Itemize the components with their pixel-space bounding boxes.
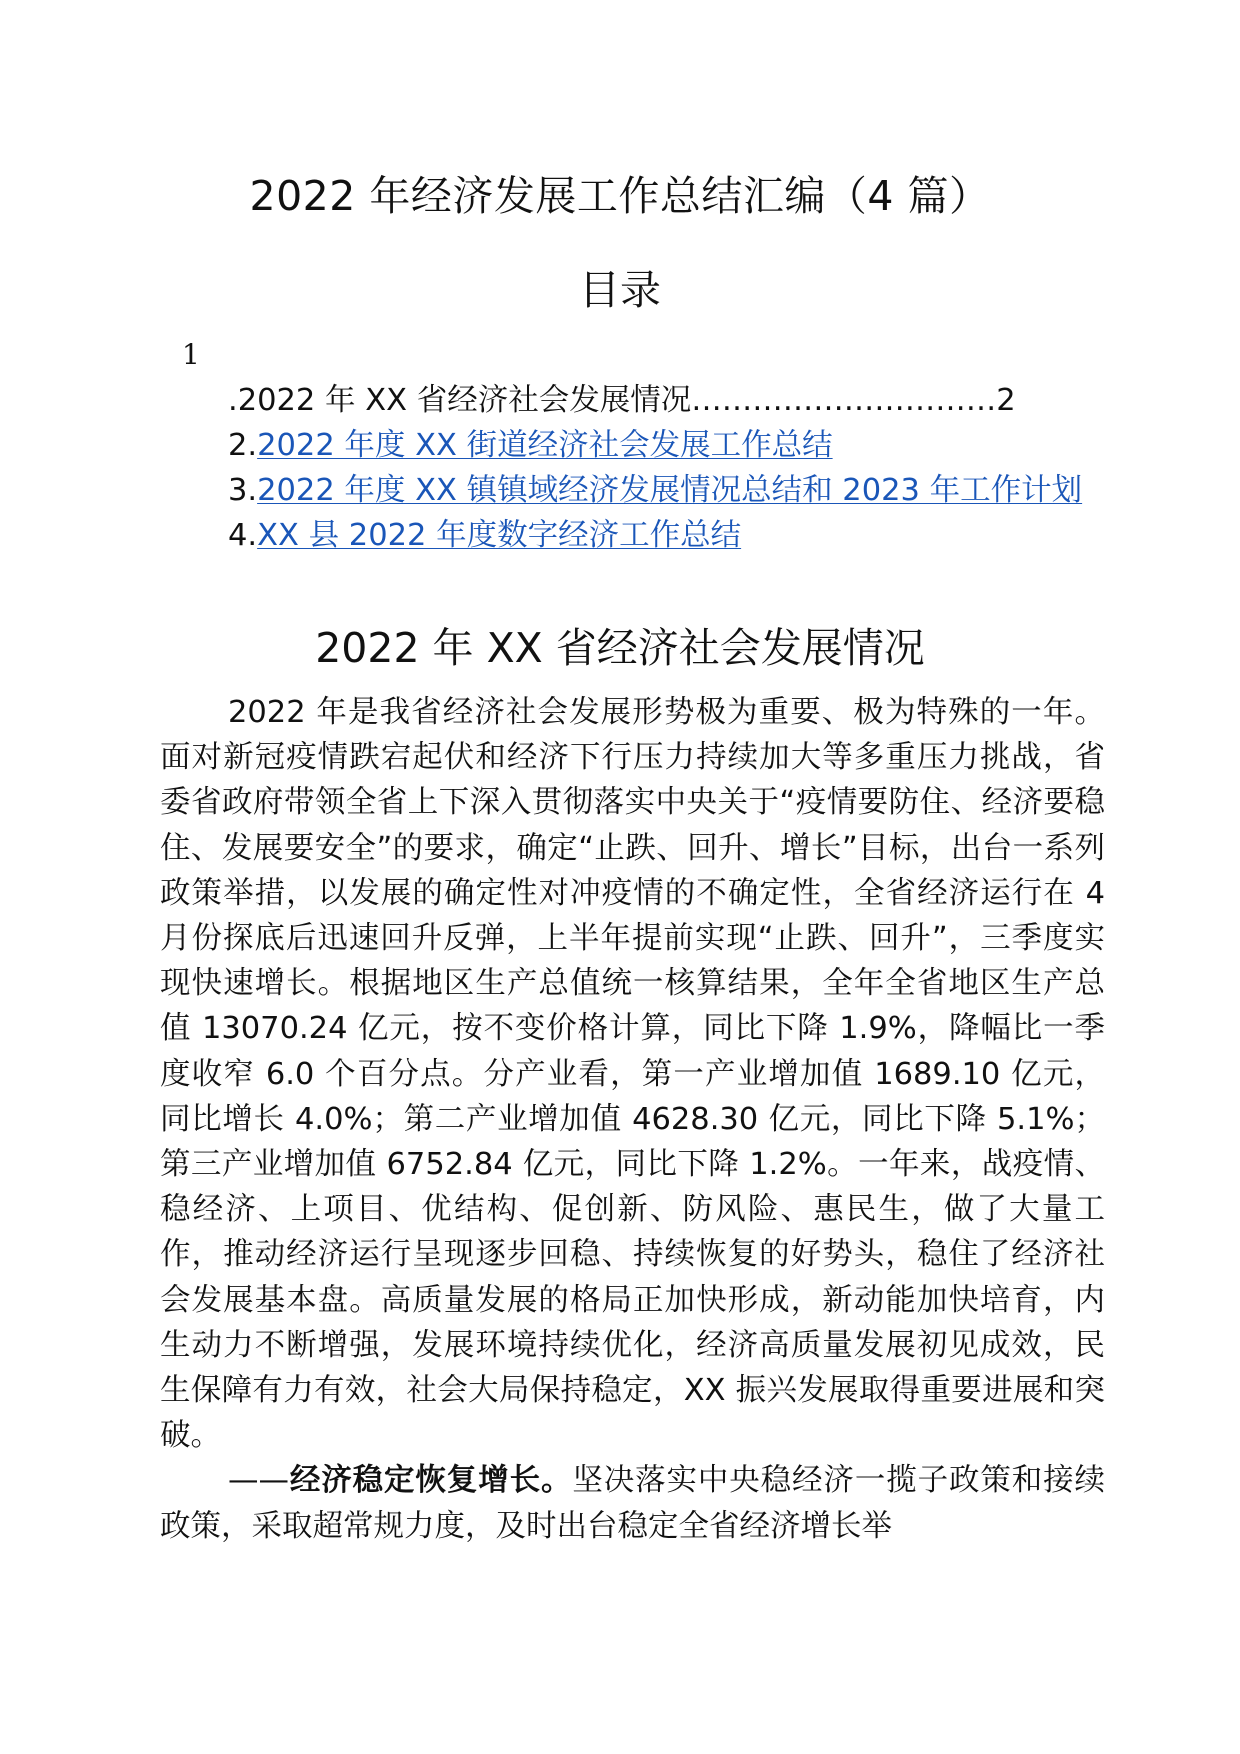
body-paragraph: 2022 年是我省经济社会发展形势极为重要、极为特殊的一年。面对新冠疫情跌宕起伏和经济下行压力持续加大等多重压力挑战，省委省政府带领全省上下深入贯彻落实中央关于“疫情要防住、经济要稳住、发展要安全”的要求，确定“止跌、回升、增长”目标，出台一系列政策举措，以发展的确定性对冲疫情的不确定性，全省经济运行在 4 月份探底后迅速回升反弹，上半年提前实现“止跌、回升”，三季度实现快速增长。根据地区生产总值统一核算结果，全年全省地区生产总值 13070.24 亿元，按不变价格计算，同比下降 1.9%，降幅比一季度收窄 6.0 个百分点。分产业看，第一产业增加值 1689.10 亿元，同比增长 4.0%；第二产业增加值 4628.30 亿元，同比下降 5.1%；第三产业增加值 6752.84 亿元，同比下降 1.2%。一年来，战疫情、稳经济、上项目、优结构、促创新、防风险、惠民生，做了大量工作，推动经济运行呈现逐步回稳、持续恢复的好势头，稳住了经济社会发展基本盘。高质量发展的格局正加快形成，新动能加快培育，内生动力不断增强，发展环境持续优化，经济高质量发展初见成效，民生保障有力有效，社会大局保持稳定，XX 振兴发展取得重要进展和突破。 bbox=[160, 695, 1105, 1454]
toc-entry-1 bbox=[160, 378, 1105, 423]
toc-entry-prefix: 2. bbox=[228, 428, 258, 463]
toc-link[interactable]: XX 县 2022 年度数字经济工作总结 bbox=[257, 518, 742, 553]
dash-lead: —— bbox=[228, 1463, 289, 1499]
table-of-contents bbox=[160, 378, 1105, 558]
bold-lead-sentence: 经济稳定恢复增长。 bbox=[289, 1463, 573, 1499]
toc-page-number: 2 bbox=[996, 383, 1016, 418]
toc-entry-prefix: . bbox=[228, 383, 238, 418]
article-title: 2022 年 XX 省经济社会发展情况 bbox=[315, 624, 925, 672]
toc-entry-prefix: 3. bbox=[228, 473, 258, 508]
paragraph-text: 坚决落实中央稳经济一揽子政策和接续政策，采取超常规力度，及时出台稳定全省经济增长举 bbox=[160, 1463, 1106, 1544]
toc-leader-dots: ………………………… bbox=[691, 383, 997, 418]
toc-link[interactable]: 2022 年度 XX 街道经济社会发展工作总结 bbox=[257, 428, 833, 463]
toc-entry-text: 2022 年 XX 省经济社会发展情况 bbox=[237, 383, 692, 418]
toc-heading: 目录 bbox=[579, 266, 661, 314]
toc-link[interactable]: 2022 年度 XX 镇镇域经济发展情况总结和 2023 年工作计划 bbox=[257, 473, 1083, 508]
toc-first-number: 1 bbox=[182, 338, 200, 371]
body-paragraph bbox=[160, 1458, 1105, 1548]
toc-entry-2 bbox=[160, 423, 1105, 468]
document-main-title: 2022 年经济发展工作总结汇编（4 篇） bbox=[249, 172, 991, 220]
article-body bbox=[160, 690, 1105, 1549]
toc-entry-4 bbox=[160, 513, 1105, 558]
toc-entry-prefix: 4. bbox=[228, 518, 258, 553]
toc-entry-3 bbox=[160, 468, 1105, 513]
